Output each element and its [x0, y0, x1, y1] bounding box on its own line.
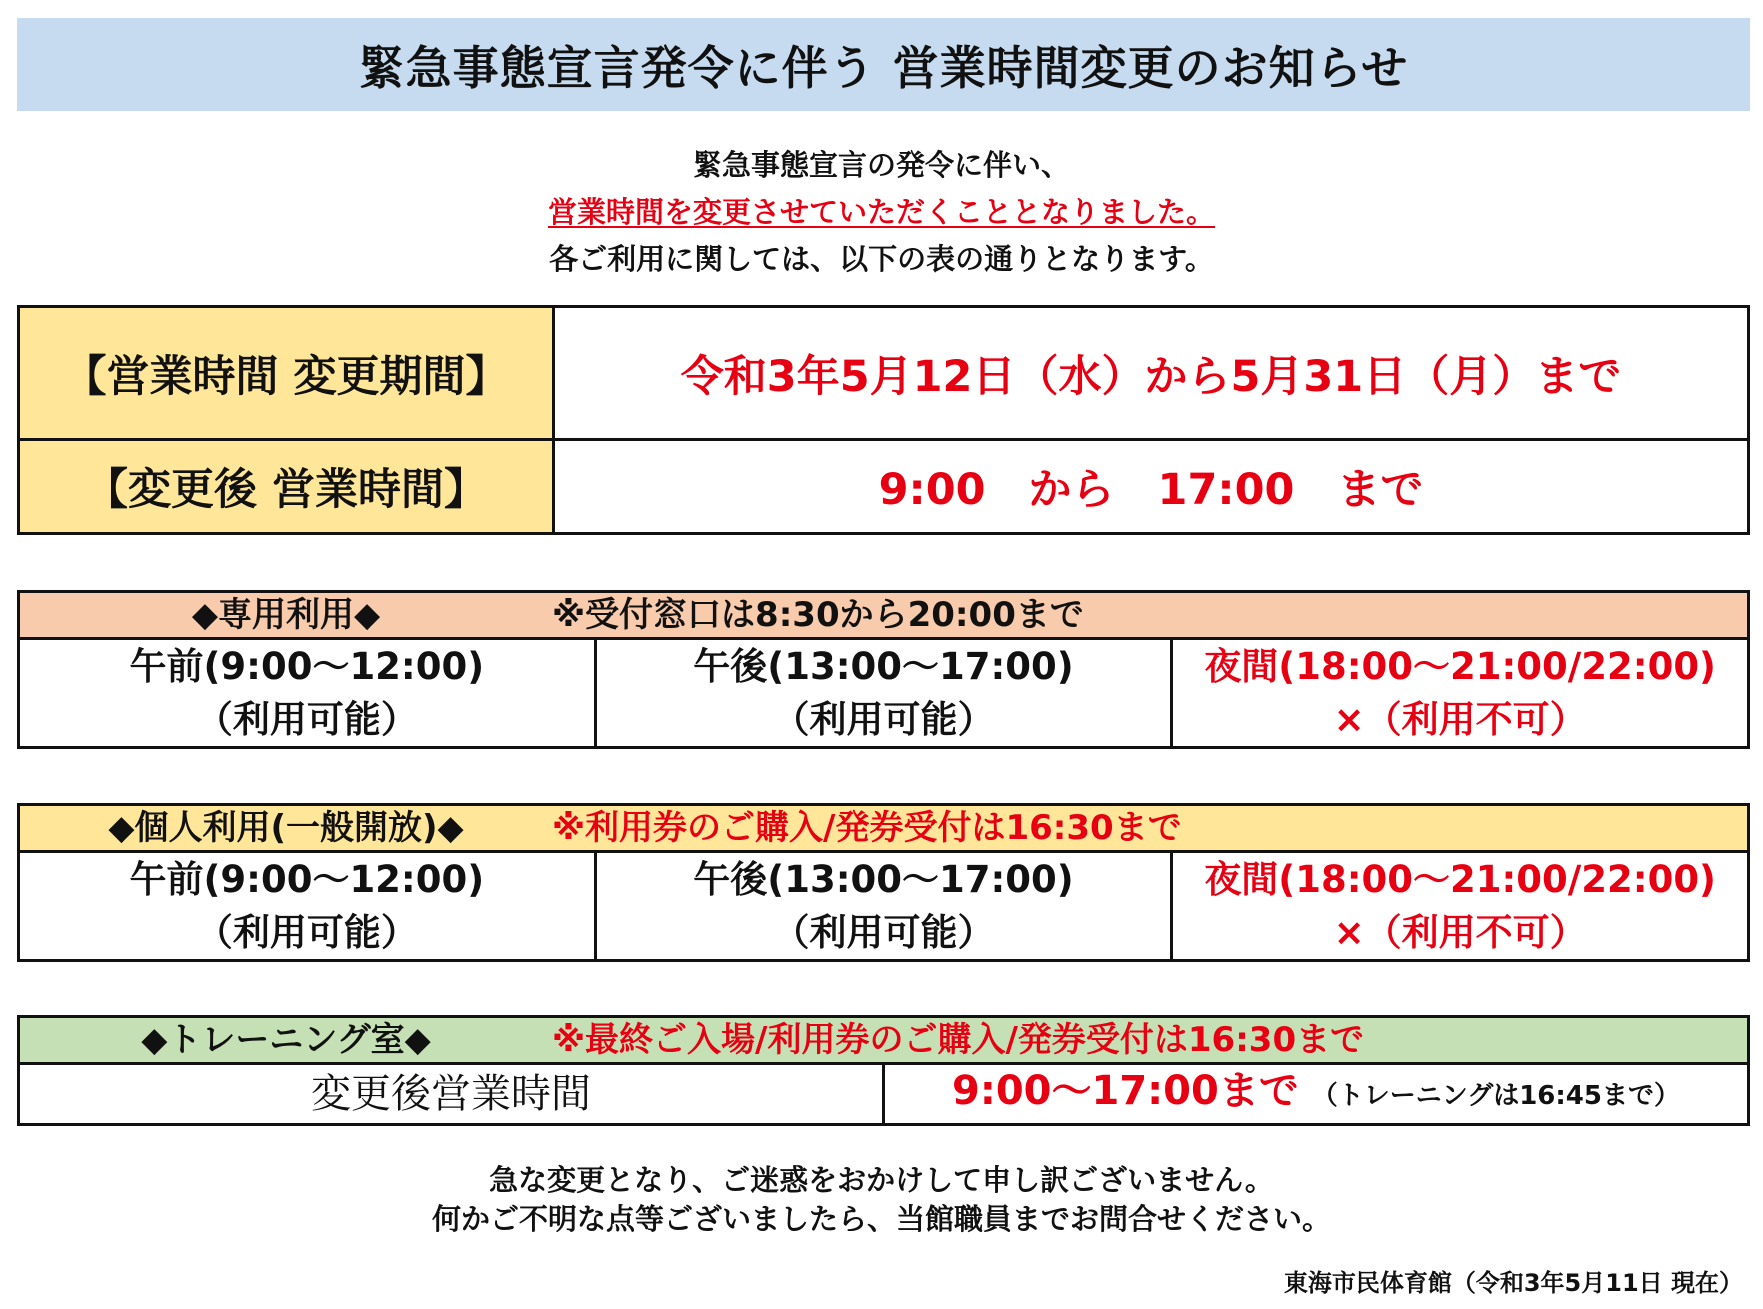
individual-pm-time: 午後(13:00～17:00) — [693, 858, 1074, 901]
intro-highlight: 営業時間を変更させていただくこととなりました。 — [547, 195, 1215, 229]
intro-line-1: 緊急事態宣言の発令に伴い、 — [692, 148, 1070, 182]
issuer-credit: 東海市民体育館（令和3年5月11日 現在） — [1283, 1269, 1743, 1297]
exclusive-night-time: 夜間(18:00～21:00/22:00) — [1204, 645, 1716, 688]
training-hours-note: （トレーニングは16:45まで） — [1311, 1081, 1680, 1111]
period-label: 【営業時間 変更期間】 — [19, 307, 554, 440]
intro-line-2 — [0, 190, 1763, 231]
intro-line-3: 各ご利用に関しては、以下の表の通りとなります。 — [549, 242, 1214, 276]
training-header-row — [19, 1017, 1749, 1064]
exclusive-pm-time: 午後(13:00～17:00) — [693, 645, 1074, 688]
period-value: 令和3年5月12日（水）から5月31日（月）まで — [554, 307, 1749, 440]
individual-night-cell — [1172, 852, 1749, 961]
hours-label: 【変更後 営業時間】 — [19, 440, 554, 534]
exclusive-am-time: 午前(9:00～12:00) — [129, 645, 485, 688]
training-hours-cell — [884, 1064, 1749, 1125]
individual-header: ◆個人利用(一般開放)◆ — [108, 808, 464, 848]
exclusive-night-cell — [1172, 639, 1749, 748]
individual-night-time: 夜間(18:00～21:00/22:00) — [1204, 858, 1716, 901]
exclusive-use-table — [17, 590, 1750, 749]
exclusive-pm-status: （利用可能） — [772, 698, 995, 741]
training-label: 変更後営業時間 — [19, 1064, 884, 1125]
exclusive-pm-cell — [595, 639, 1172, 748]
individual-header-row — [19, 805, 1749, 852]
change-period-table — [17, 305, 1750, 535]
exclusive-am-status: （利用可能） — [195, 698, 418, 741]
footer-line-2: 何かご不明な点等ございましたら、当館職員までお問合せください。 — [431, 1202, 1331, 1236]
exclusive-header-row — [19, 592, 1749, 639]
individual-am-cell — [19, 852, 596, 961]
exclusive-night-status: ×（利用不可） — [1333, 698, 1587, 741]
training-note: ※最終ご入場/利用券のご購入/発券受付は16:30まで — [552, 1020, 1365, 1060]
page-title: 緊急事態宣言発令に伴う 営業時間変更のお知らせ — [17, 18, 1750, 111]
individual-note: ※利用券のご購入/発券受付は16:30まで — [552, 808, 1182, 848]
individual-pm-status: （利用可能） — [772, 911, 995, 954]
exclusive-am-cell — [19, 639, 596, 748]
individual-night-status: ×（利用不可） — [1333, 911, 1587, 954]
individual-pm-cell — [595, 852, 1172, 961]
training-header: ◆トレーニング室◆ — [141, 1020, 431, 1060]
footer-line-1: 急な変更となり、ご迷惑をおかけして申し訳ございません。 — [489, 1163, 1274, 1197]
hours-value: 9:00 から 17:00 まで — [554, 440, 1749, 534]
training-hours: 9:00～17:00まで — [952, 1068, 1299, 1114]
exclusive-header: ◆専用利用◆ — [191, 595, 381, 635]
individual-use-table — [17, 803, 1750, 962]
exclusive-note: ※受付窓口は8:30から20:00まで — [552, 595, 1084, 635]
training-room-table — [17, 1015, 1750, 1126]
individual-am-status: （利用可能） — [195, 911, 418, 954]
individual-am-time: 午前(9:00～12:00) — [129, 858, 485, 901]
